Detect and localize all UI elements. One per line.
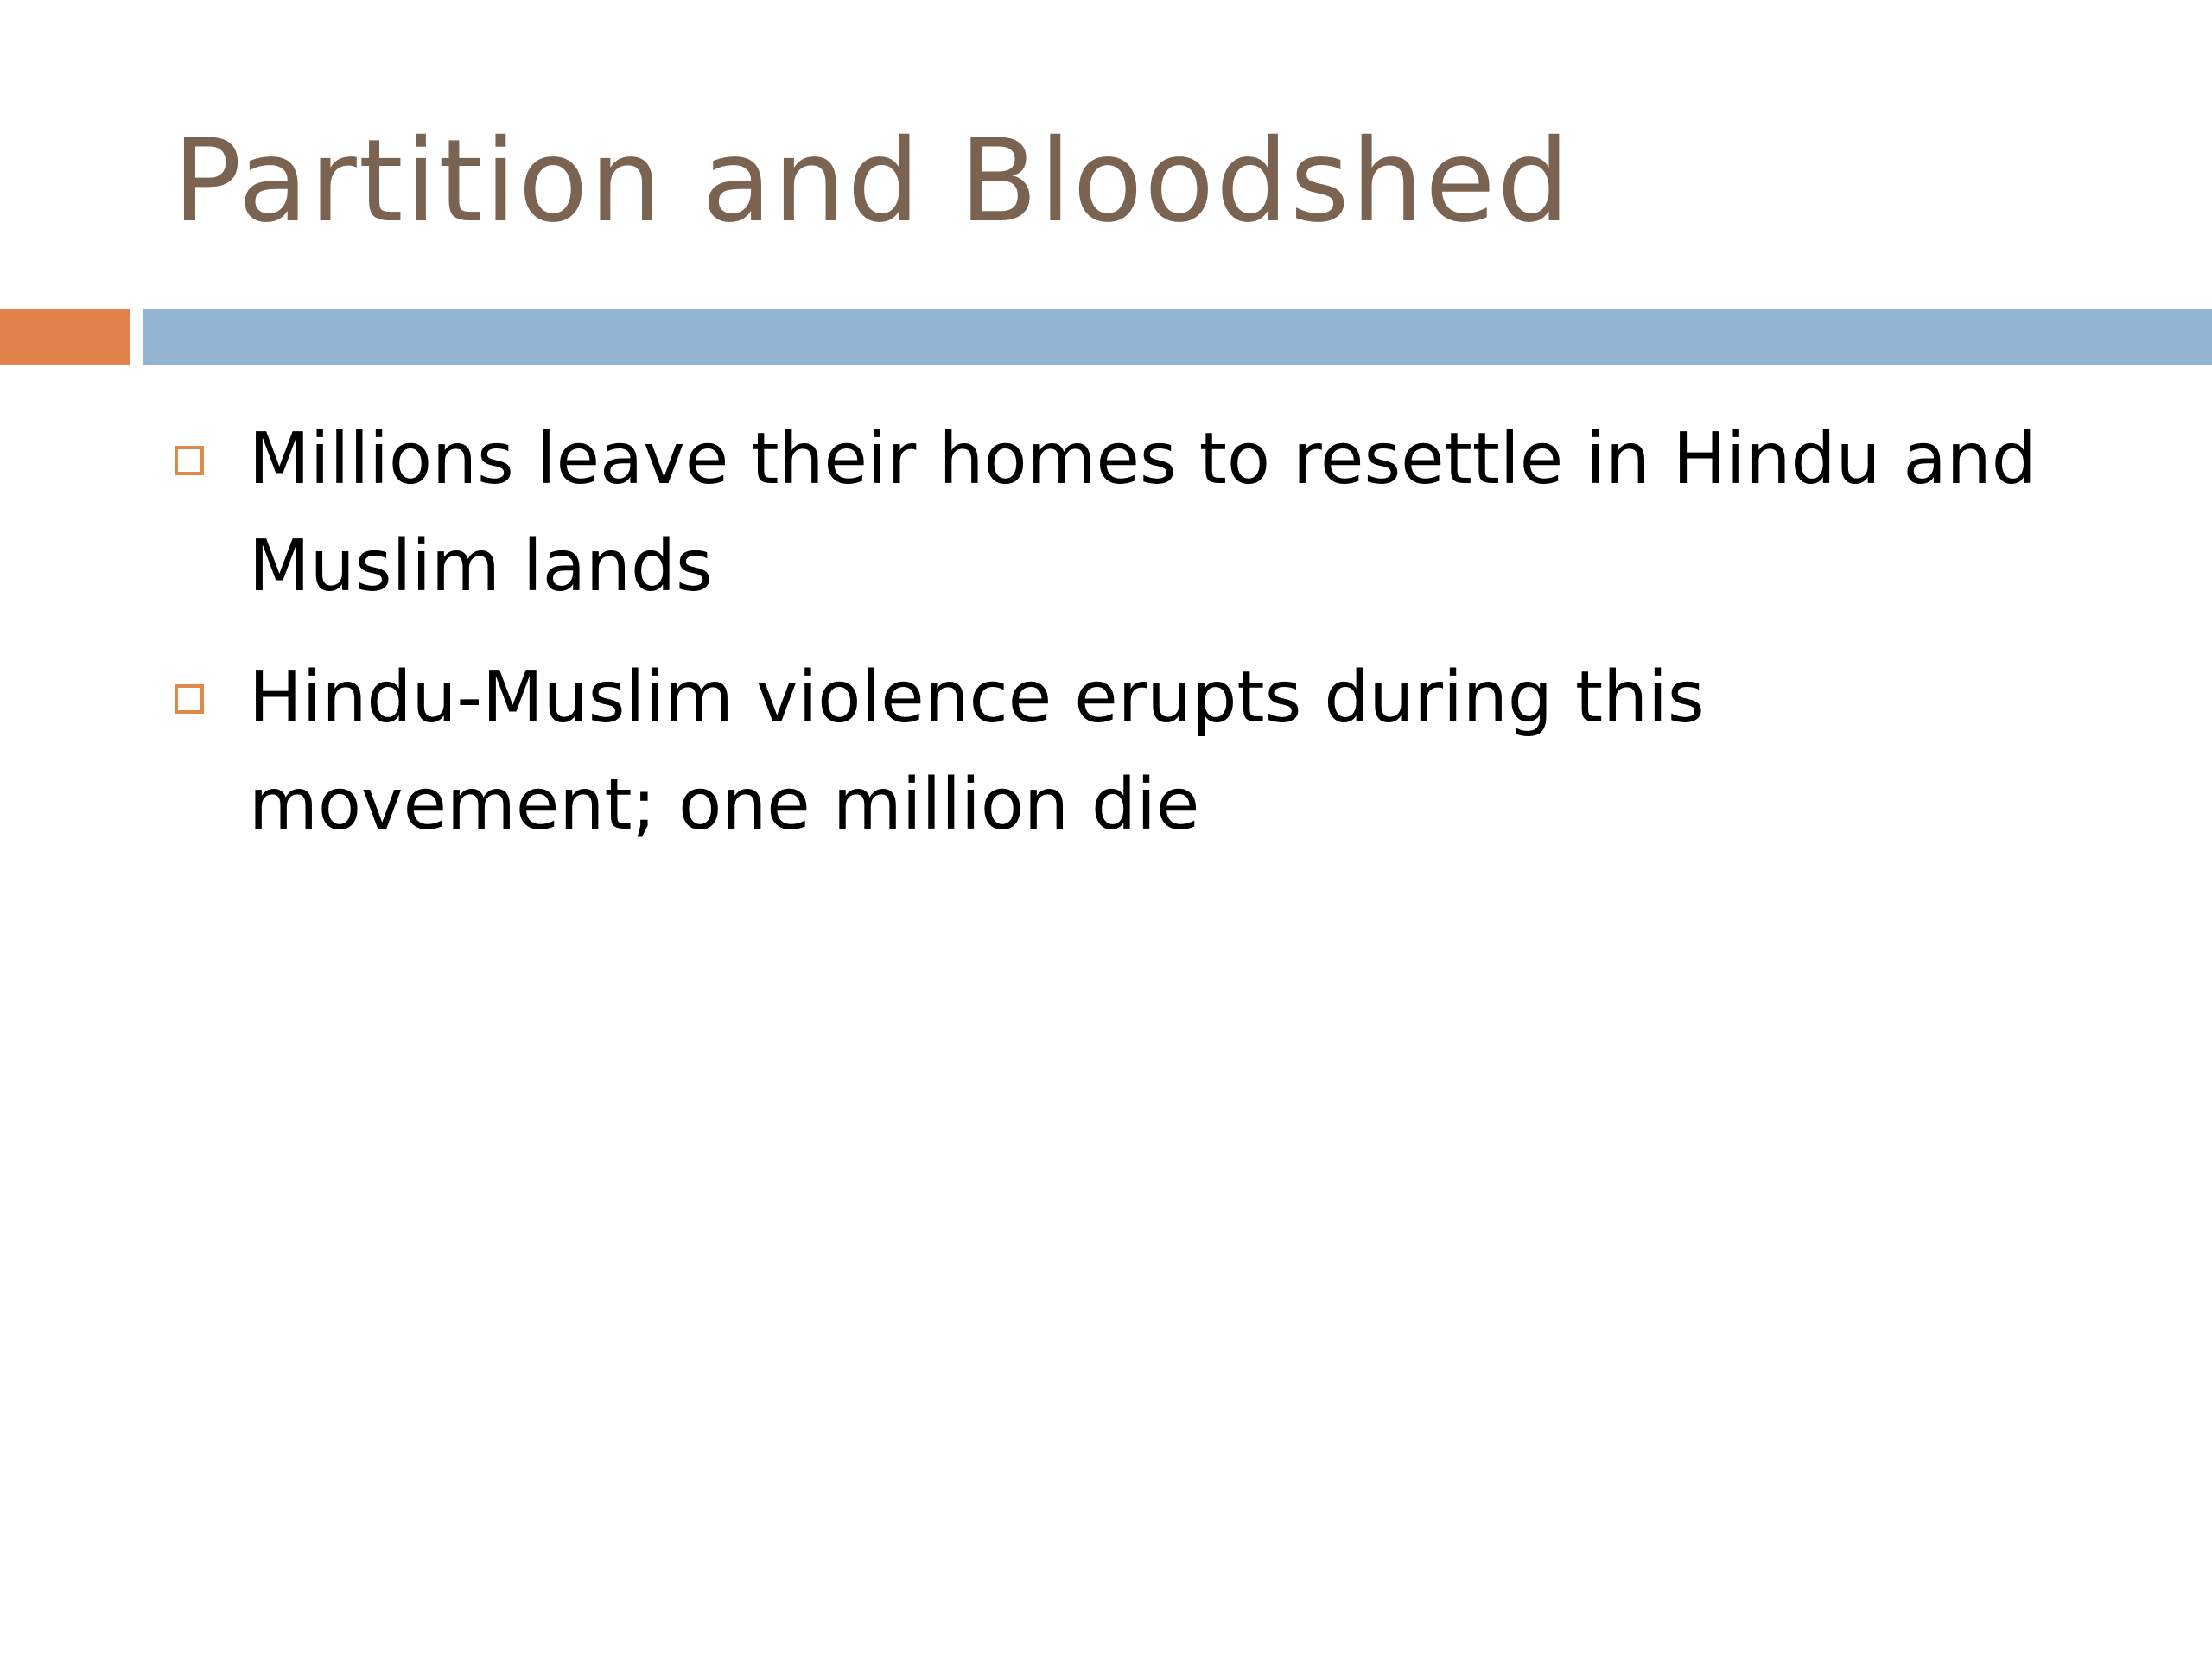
bullet-list [173,406,2091,883]
bullet-item [173,645,2091,859]
accent-bar [0,309,130,365]
title-rule-bar [143,309,2212,365]
hollow-square-bullet-icon [175,684,204,714]
slide-title: Partition and Bloodshed [173,115,1572,248]
hollow-square-bullet-icon [175,446,204,475]
bullet-text: Millions leave their homes to resettle in Hindu and Muslim lands [249,418,2037,607]
bullet-item [173,406,2091,620]
bullet-text: Hindu-Muslim violence erupts during this movement; one million die [249,657,1705,846]
